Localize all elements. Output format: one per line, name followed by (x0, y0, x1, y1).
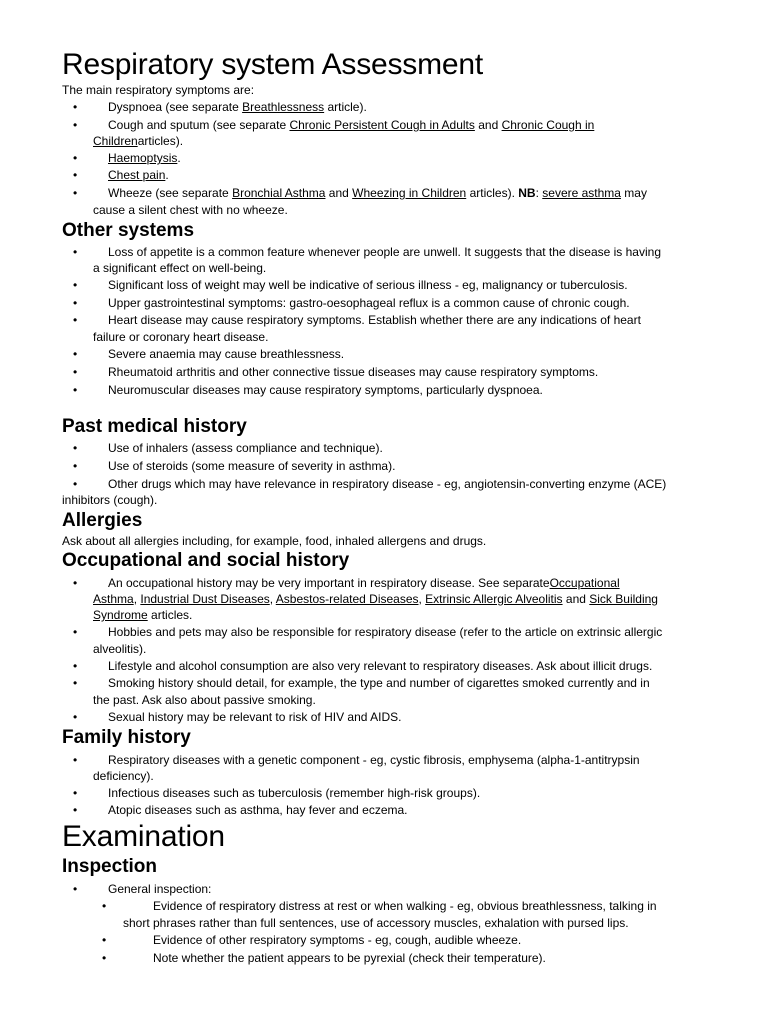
bullet: • (73, 710, 78, 724)
list-item: Severe anaemia may cause breathlessness. (108, 347, 345, 361)
section-heading: Allergies (62, 510, 143, 531)
bullet: • (73, 383, 78, 397)
nb-label: NB (518, 186, 536, 200)
list-item-continuation: Asthma, Industrial Dust Diseases, Asbestos-related Diseases, Extrinsic Allergic Alveolitis and Sick Building (93, 592, 658, 606)
list-item: Lifestyle and alcohol consumption are also very relevant to respiratory diseases. Ask about illicit drugs. (108, 659, 653, 673)
allergies-text: Ask about all allergies including, for example, food, inhaled allergens and drugs. (62, 534, 487, 548)
list-item: Cough and sputum (see separate Chronic Persistent Cough in Adults and Chronic Cough in (108, 118, 595, 132)
bullet: • (73, 100, 78, 114)
section-heading: Past medical history (62, 416, 247, 437)
bullet: • (73, 245, 78, 259)
chronic-cough-children-link[interactable]: Chronic Cough in (501, 118, 595, 132)
section-heading: Occupational and social history (62, 550, 350, 571)
bullet: • (73, 803, 78, 817)
list-item: Respiratory diseases with a genetic component - eg, cystic fibrosis, emphysema (alpha-1-antitrypsin (108, 753, 640, 767)
list-item-continuation: alveolitis). (93, 642, 147, 656)
bullet: • (73, 753, 78, 767)
bullet: • (73, 576, 78, 590)
bullet: • (73, 278, 78, 292)
bullet: • (73, 365, 78, 379)
bullet: • (73, 296, 78, 310)
chronic-cough-children-link[interactable]: Children (93, 134, 138, 148)
list-item: Dyspnoea (see separate Breathlessness article). (108, 100, 367, 114)
bullet: • (73, 459, 78, 473)
list-item-continuation: Childrenarticles). (93, 134, 184, 148)
document-title: Respiratory system Assessment (62, 48, 483, 81)
list-item: Use of inhalers (assess compliance and technique). (108, 441, 383, 455)
section-heading: Family history (62, 727, 191, 748)
list-item: Significant loss of weight may well be indicative of serious illness - eg, malignancy or tuberculosis. (108, 278, 628, 292)
chest-pain-link[interactable]: Chest pain (108, 168, 166, 182)
list-item: Loss of appetite is a common feature whenever people are unwell. It suggests that the disease is having (108, 245, 661, 259)
bullet: • (73, 625, 78, 639)
bullet: • (73, 347, 78, 361)
asbestos-related-diseases-link[interactable]: Asbestos-related Diseases (275, 592, 419, 606)
bullet: • (102, 951, 107, 965)
list-item: Haemoptysis. (108, 151, 181, 165)
list-item: Neuromuscular diseases may cause respiratory symptoms, particularly dyspnoea. (108, 383, 543, 397)
sick-building-syndrome-link[interactable]: Sick Building (589, 592, 658, 606)
section-heading: Other systems (62, 220, 195, 241)
list-item-continuation: Syndrome articles. (93, 608, 193, 622)
examination-heading: Examination (62, 820, 225, 853)
bullet: • (73, 659, 78, 673)
list-item: General inspection: (108, 882, 212, 896)
bullet: • (73, 882, 78, 896)
bullet: • (73, 186, 78, 200)
industrial-dust-diseases-link[interactable]: Industrial Dust Diseases (140, 592, 270, 606)
list-item-continuation: a significant effect on well-being. (93, 261, 267, 275)
bullet: • (73, 118, 78, 132)
bullet: • (73, 168, 78, 182)
bullet: • (73, 477, 78, 491)
bullet: • (73, 313, 78, 327)
bullet: • (73, 676, 78, 690)
wheezing-in-children-link[interactable]: Wheezing in Children (352, 186, 467, 200)
extrinsic-allergic-alveolitis-link[interactable]: Extrinsic Allergic Alveolitis (425, 592, 563, 606)
list-item: Smoking history should detail, for example, the type and number of cigarettes smoked currently and in (108, 676, 650, 690)
list-item: Infectious diseases such as tuberculosis (remember high-risk groups). (108, 786, 481, 800)
list-item: Heart disease may cause respiratory symptoms. Establish whether there are any indications of heart (108, 313, 641, 327)
severe-asthma-link[interactable]: severe asthma (542, 186, 621, 200)
bullet: • (73, 786, 78, 800)
bullet: • (73, 151, 78, 165)
list-item: Wheeze (see separate Bronchial Asthma and Wheezing in Children articles). NB: severe asthma may (108, 186, 647, 200)
occupational-asthma-link[interactable]: Asthma (93, 592, 134, 606)
occupational-asthma-link[interactable]: Occupational (549, 576, 620, 590)
list-item-continuation: inhibitors (cough). (62, 493, 158, 507)
sub-list-item: Evidence of other respiratory symptoms - eg, cough, audible wheeze. (153, 933, 522, 947)
list-item-continuation: cause a silent chest with no wheeze. (93, 203, 288, 217)
intro-text: The main respiratory symptoms are: (62, 83, 255, 97)
haemoptysis-link[interactable]: Haemoptysis (108, 151, 178, 165)
list-item: An occupational history may be very important in respiratory disease. See separateOccupational (108, 576, 620, 590)
bronchial-asthma-link[interactable]: Bronchial Asthma (232, 186, 326, 200)
sub-list-item: Note whether the patient appears to be pyrexial (check their temperature). (153, 951, 546, 965)
list-item: Atopic diseases such as asthma, hay fever and eczema. (108, 803, 408, 817)
chronic-cough-adults-link[interactable]: Chronic Persistent Cough in Adults (289, 118, 475, 132)
list-item-continuation: the past. Ask also about passive smoking. (93, 693, 316, 707)
list-item: Hobbies and pets may also be responsible for respiratory disease (refer to the article on extrinsic allergic (108, 625, 663, 639)
sub-list-item-continuation: short phrases rather than full sentences, use of accessory muscles, exhalation with pursed lips. (123, 916, 629, 930)
list-item-continuation: deficiency). (93, 769, 154, 783)
inspection-heading: Inspection (62, 856, 158, 877)
bullet: • (102, 899, 107, 913)
list-item: Upper gastrointestinal symptoms: gastro-oesophageal reflux is a common cause of chronic cough. (108, 296, 630, 310)
sick-building-syndrome-link[interactable]: Syndrome (93, 608, 148, 622)
sub-list-item: Evidence of respiratory distress at rest or when walking - eg, obvious breathlessness, talking in (153, 899, 657, 913)
list-item: Use of steroids (some measure of severity in asthma). (108, 459, 396, 473)
list-item: Rheumatoid arthritis and other connective tissue diseases may cause respiratory symptoms. (108, 365, 599, 379)
bullet: • (102, 933, 107, 947)
list-item-continuation: failure or coronary heart disease. (93, 330, 269, 344)
breathlessness-link[interactable]: Breathlessness (242, 100, 325, 114)
bullet: • (73, 441, 78, 455)
list-item: Chest pain. (108, 168, 169, 182)
list-item: Other drugs which may have relevance in respiratory disease - eg, angiotensin-converting enzyme (ACE) (108, 477, 667, 491)
list-item: Sexual history may be relevant to risk of HIV and AIDS. (108, 710, 402, 724)
